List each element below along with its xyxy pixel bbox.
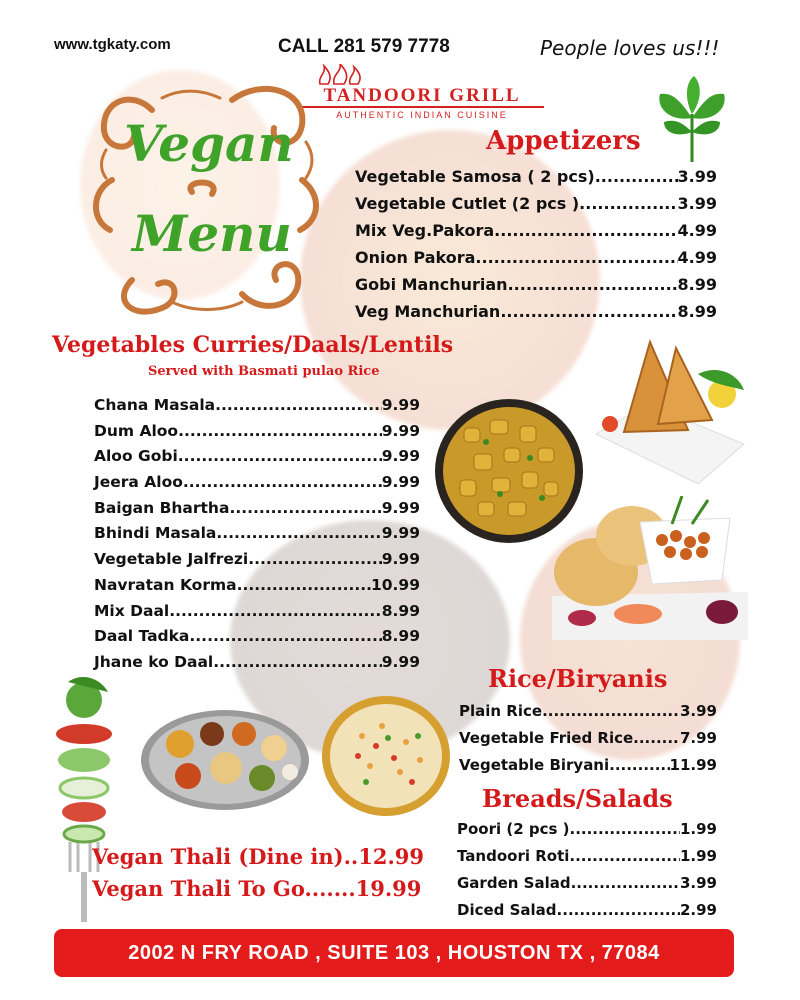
item-name: Onion Pakora <box>355 248 476 267</box>
item-price: 9.99 <box>381 652 420 671</box>
item-price: 9.99 <box>381 447 420 466</box>
item-price: 4.99 <box>677 221 717 240</box>
item-name: Mix Daal <box>94 601 170 620</box>
item-price: 3.99 <box>677 194 717 213</box>
item-name: Plain Rice <box>459 702 543 720</box>
thali-dine-in: Vegan Thali (Dine in)..12.99 <box>92 844 424 869</box>
menu-item <box>94 393 420 419</box>
address-bar <box>54 929 734 977</box>
item-name: Chana Masala <box>94 396 216 414</box>
coriander-leaf-icon <box>650 74 734 164</box>
item-name: Poori (2 pcs ) <box>457 820 570 838</box>
menu-item <box>355 244 717 271</box>
logo-subtitle: AUTHENTIC INDIAN CUISINE <box>336 110 508 120</box>
menu-item <box>94 624 420 650</box>
rice-list <box>459 698 717 779</box>
appetizers-list <box>355 163 717 325</box>
phone-number[interactable]: CALL 281 579 7778 <box>278 36 450 57</box>
item-name: Baigan Bhartha <box>94 498 230 517</box>
curries-heading: Vegetables Curries/Daals/Lentils <box>52 332 454 358</box>
item-name: Dum Aloo <box>94 421 179 440</box>
item-name: Aloo Gobi <box>94 447 178 466</box>
menu-item <box>94 496 420 522</box>
rice-heading: Rice/Biryanis <box>488 664 668 693</box>
item-price: 2.99 <box>679 901 717 919</box>
logo-name: TANDOORI GRILL <box>300 86 544 108</box>
item-name: Veg Manchurian <box>355 302 501 321</box>
item-name: Gobi Manchurian <box>355 275 508 294</box>
badge-word-menu: Menu <box>132 204 292 263</box>
item-name: Tandoori Roti <box>457 847 570 865</box>
item-name: Mix Veg.Pakora <box>355 221 495 240</box>
item-price: 4.99 <box>677 248 717 267</box>
item-price: 9.99 <box>381 421 420 440</box>
menu-item <box>94 470 420 496</box>
menu-item <box>94 444 420 470</box>
menu-item <box>457 843 717 870</box>
item-name: Diced Salad <box>457 901 557 919</box>
item-price: 3.99 <box>679 702 717 720</box>
item-name: Vegetable Jalfrezi <box>94 550 249 569</box>
menu-item <box>355 271 717 298</box>
item-price: 9.99 <box>381 396 420 414</box>
item-name: Vegetable Samosa ( 2 pcs) <box>355 167 595 186</box>
item-price: 10.99 <box>370 575 420 594</box>
menu-item <box>94 419 420 445</box>
menu-item <box>459 725 717 752</box>
item-name: Garden Salad <box>457 874 571 892</box>
item-price: 9.99 <box>381 498 420 517</box>
menu-item <box>457 816 717 843</box>
biryani-plate-photo <box>322 696 450 816</box>
item-name: Bhindi Masala <box>94 524 217 543</box>
menu-item <box>94 547 420 573</box>
item-price: 8.99 <box>381 601 420 620</box>
item-name: Jhane ko Daal <box>94 652 214 671</box>
breads-heading: Breads/Salads <box>482 784 673 813</box>
samosa-plate-photo <box>588 334 748 484</box>
curries-list <box>94 393 420 676</box>
menu-item <box>355 190 717 217</box>
thali-to-go: Vegan Thali To Go.......19.99 <box>92 876 422 901</box>
item-price: 8.99 <box>381 627 420 646</box>
menu-item <box>355 163 717 190</box>
thali-plate-photo <box>140 708 310 812</box>
item-price: 3.99 <box>679 874 717 892</box>
item-price: 9.99 <box>381 473 420 492</box>
menu-item <box>355 217 717 244</box>
item-name: Vegetable Fried Rice <box>459 729 634 747</box>
menu-item <box>459 752 717 779</box>
menu-item <box>94 650 420 676</box>
item-price: 8.99 <box>677 275 717 294</box>
item-price: 8.99 <box>677 302 717 321</box>
menu-item <box>459 698 717 725</box>
item-name: Navratan Korma <box>94 575 237 594</box>
item-name: Vegetable Biryani <box>459 756 610 774</box>
item-price: 11.99 <box>669 756 717 774</box>
breads-list <box>457 816 717 924</box>
item-name: Jeera Aloo <box>94 473 183 492</box>
menu-item <box>94 521 420 547</box>
menu-item <box>457 870 717 897</box>
restaurant-logo <box>300 64 544 124</box>
menu-item <box>355 298 717 325</box>
item-price: 1.99 <box>679 847 717 865</box>
vegan-menu-badge <box>92 80 322 320</box>
address-text: 2002 N FRY ROAD , SUITE 103 , HOUSTON TX , 77084 <box>128 941 660 964</box>
badge-word-vegan: Vegan <box>124 114 294 173</box>
chole-poori-photo <box>552 496 748 640</box>
menu-item <box>457 897 717 924</box>
item-price: 9.99 <box>381 524 420 543</box>
item-price: 3.99 <box>677 167 717 186</box>
item-name: Vegetable Cutlet (2 pcs ) <box>355 194 580 213</box>
item-price: 1.99 <box>679 820 717 838</box>
curries-subtitle: Served with Basmati pulao Rice <box>148 364 380 379</box>
tagline: People loves us!!! <box>540 36 720 60</box>
website-link[interactable]: www.tgkaty.com <box>54 36 171 53</box>
menu-item <box>94 573 420 599</box>
item-price: 9.99 <box>381 550 420 569</box>
menu-item <box>94 599 420 625</box>
item-price: 7.99 <box>679 729 717 747</box>
appetizers-heading: Appetizers <box>486 126 641 156</box>
item-name: Daal Tadka <box>94 627 190 646</box>
